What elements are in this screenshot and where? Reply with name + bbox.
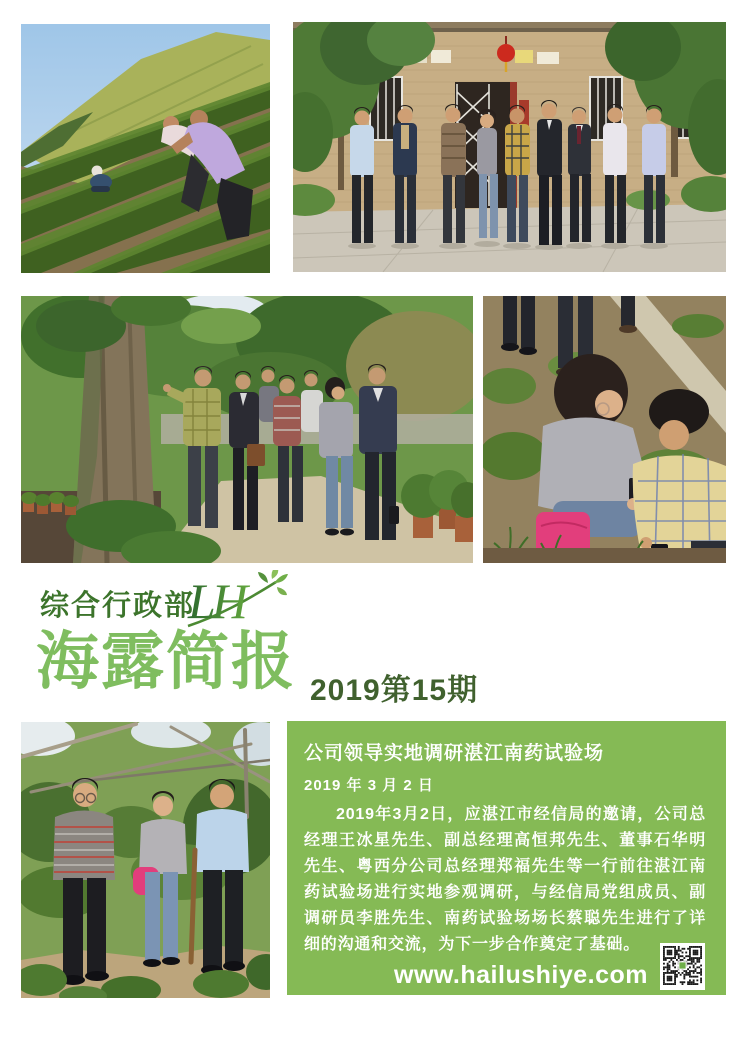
article-date: 2019 年 3 月 2 日	[304, 777, 434, 794]
tea-field-illustration	[21, 24, 270, 273]
qr-code	[660, 943, 705, 990]
company-logo	[184, 570, 292, 630]
qr-pattern	[663, 946, 702, 985]
newsletter-title: 海露简报	[36, 627, 296, 697]
article-panel	[287, 721, 726, 995]
issue-number: 2019第15期	[310, 674, 479, 707]
photo-tea-field	[21, 24, 270, 273]
article-title: 公司领导实地调研湛江南药试验场	[304, 743, 605, 764]
svg-text:LH: LH	[188, 573, 244, 629]
group-building-illustration	[293, 22, 726, 272]
plant-inspection-illustration	[483, 296, 726, 563]
leaf-logo-icon	[184, 570, 292, 630]
photo-plant-inspection	[483, 296, 726, 563]
field-visit-illustration	[21, 722, 270, 998]
article-body: 2019年3月2日，应湛江市经信局的邀请，公司总经理王冰星先生、副总经理高恒邦先生、董事石华明先生、粤西分公司总经理郑福先生等一行前往湛江南药试验场进行实地参观调研，与经信局党组成员、副调研员李胜先生、南药试验场场长蔡聪先生进行了详细的沟通和交流，为下一步合作奠定了基础。	[304, 806, 706, 953]
photo-group-building	[293, 22, 726, 272]
department-label: 综合行政部	[40, 590, 196, 622]
website-url: www.hailushiye.com	[394, 961, 648, 989]
photo-field-visit	[21, 722, 270, 998]
photo-garden-discussion	[21, 296, 473, 563]
garden-discussion-illustration	[21, 296, 473, 563]
